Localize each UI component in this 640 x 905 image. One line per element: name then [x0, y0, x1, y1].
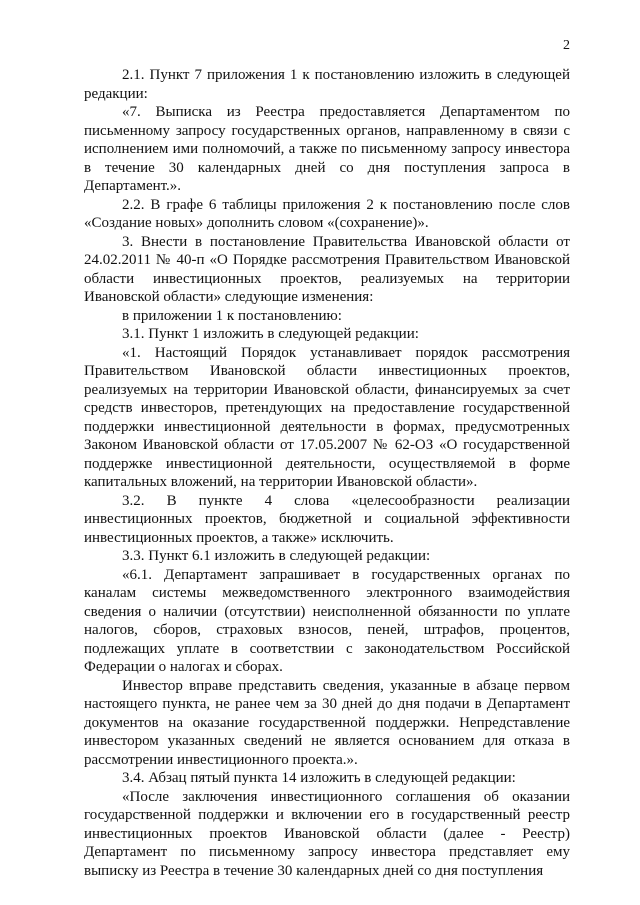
paragraph-2-2: 2.2. В графе 6 таблицы приложения 2 к постановлению после слов «Создание новых» дополнить словом «(сохранение)». — [84, 196, 570, 231]
document-body — [84, 66, 570, 880]
paragraph-3-4: 3.4. Абзац пятый пункта 14 изложить в следующей редакции: — [122, 770, 516, 786]
paragraph-clause-1: «1. Настоящий Порядок устанавливает порядок рассмотрения Правительством Ивановской области инвестиционных проектов, реализуемых на территории Ивановской области, финансируемых за счет средств инвесторов, претендующих на предоставление государственной поддержки инвестиционной деятельности в формах, предусмотренных Законом Ивановской области от 17.05.2007 № 62-ОЗ «О государственной поддержке инвестиционной деятельности, осуществляемой в форме капитальных вложений, на территории Ивановской области». — [84, 344, 570, 490]
paragraph-clause-14: «После заключения инвестиционного соглашения об оказании государственной поддержки и включении его в государственный реестр инвестиционных проектов Ивановской области (далее - Реестр) Департамент по письменному запросу инвестора представляет ему выписку из Реестра в течение 30 календарных дней со дня поступления — [84, 788, 570, 879]
page-number: 2 — [563, 38, 570, 53]
paragraph-3-1: 3.1. Пункт 1 изложить в следующей редакции: — [122, 326, 419, 342]
paragraph-3-2: 3.2. В пункте 4 слова «целесообразности реализации инвестиционных проектов, бюджетной и социальной эффективности инвестиционных проектов, а также» исключить. — [84, 492, 570, 546]
paragraph-clause-7: «7. Выписка из Реестра предоставляется Департаментом по письменному запросу государственных органов, направленному в связи с исполнением ими полномочий, а также по письменному запросу инвестора в течение 30 календарных дней со дня поступления запроса в Департамент.». — [84, 104, 570, 194]
paragraph-investor-info: Инвестор вправе представить сведения, указанные в абзаце первом настоящего пункта, не ранее чем за 30 дней до дня подачи в Департамент документов на оказание государственной поддержки. Непредставление инвестором указанных сведений не является основанием для отказа в рассмотрении инвестиционного проекта.». — [84, 677, 570, 768]
paragraph-3: 3. Внести в постановление Правительства Ивановской области от 24.02.2011 № 40-п «О Порядке рассмотрения Правительством Ивановской области инвестиционных проектов, реализуемых на территории Ивановской области» следующие изменения: — [84, 233, 570, 305]
paragraph-2-1: 2.1. Пункт 7 приложения 1 к постановлению изложить в следующей редакции: — [84, 67, 570, 102]
paragraph-appendix-1: в приложении 1 к постановлению: — [122, 307, 342, 324]
paragraph-3-3: 3.3. Пункт 6.1 изложить в следующей редакции: — [122, 548, 431, 564]
paragraph-clause-6-1: «6.1. Департамент запрашивает в государственных органах по каналам системы межведомственного электронного взаимодействия сведения о наличии (отсутствии) неисполненной обязанности по уплате налогов, сборов, страховых взносов, пеней, штрафов, процентов, подлежащих уплате в соответствии с законодательством Российской Федерации о налогах и сборах. — [84, 566, 570, 675]
